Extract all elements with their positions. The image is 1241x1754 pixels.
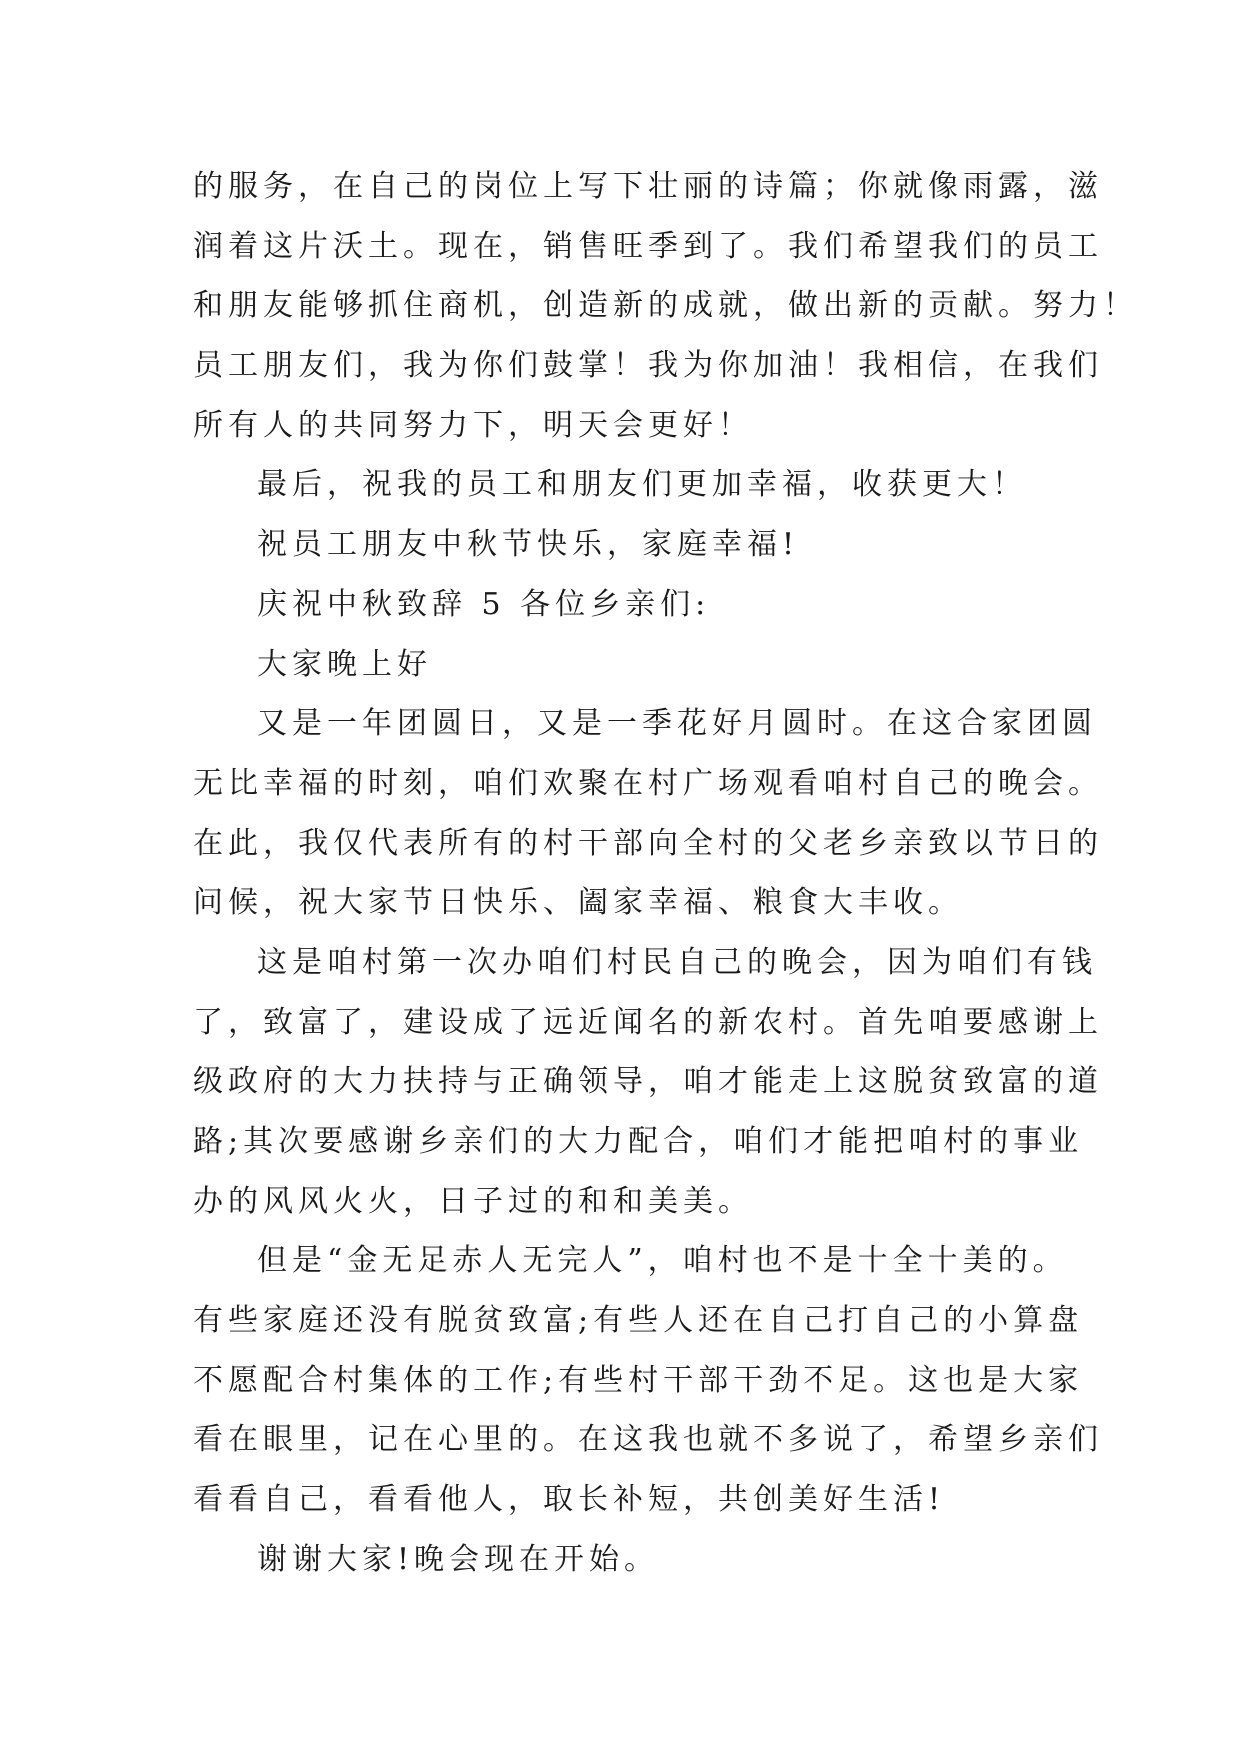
text-line: 看看自己，看看他人，取长补短，共创美好生活! bbox=[193, 1482, 946, 1518]
text-line: 在此，我仅代表所有的村干部向全村的父老乡亲致以节日的 bbox=[193, 825, 1103, 861]
paragraph-first-line: 又是一年团圆日，又是一季花好月圆时。在这合家团圆 bbox=[257, 706, 1097, 742]
text-line: 所有人的共同努力下，明天会更好！ bbox=[193, 407, 753, 443]
text-line: 路;其次要感谢乡亲们的大力配合，咱们才能把咱村的事业 bbox=[193, 1124, 1084, 1159]
text-line: 问候，祝大家节日快乐、阖家幸福、粮食大丰收。 bbox=[193, 885, 963, 921]
text-line: 有些家庭还没有脱贫致富;有些人还在自己打自己的小算盘 bbox=[193, 1303, 1084, 1339]
text-line: 了，致富了，建设成了远近闻名的新农村。首先咱要感谢上 bbox=[193, 1004, 1103, 1040]
text-line: 员工朋友们，我为你们鼓掌！我为你加油！我相信，在我们 bbox=[193, 348, 1103, 384]
paragraph-first-line: 祝员工朋友中秋节快乐，家庭幸福! bbox=[257, 527, 800, 563]
text-line: 看在眼里，记在心里的。在这我也就不多说了，希望乡亲们 bbox=[193, 1422, 1103, 1458]
text-line: 级政府的大力扶持与正确领导，咱才能走上这脱贫致富的道 bbox=[193, 1064, 1103, 1100]
paragraph-first-line: 最后，祝我的员工和朋友们更加幸福，收获更大！ bbox=[257, 467, 1027, 503]
paragraph-first-line: 大家晚上好 bbox=[257, 646, 432, 682]
paragraph-first-line: 这是咱村第一次办咱们村民自己的晚会，因为咱们有钱 bbox=[257, 944, 1097, 980]
text-line: 办的风风火火，日子过的和和美美。 bbox=[193, 1183, 753, 1219]
text-line: 的服务，在自己的岗位上写下壮丽的诗篇；你就像雨露，滋 bbox=[193, 169, 1103, 204]
text-line: 和朋友能够抓住商机，创造新的成就，做出新的贡献。努力！ bbox=[193, 288, 1138, 324]
paragraph-first-line: 但是“金无足赤人无完人”，咱村也不是十全十美的。 bbox=[257, 1243, 1068, 1279]
text-line: 不愿配合村集体的工作;有些村干部干劲不足。这也是大家 bbox=[193, 1362, 1084, 1398]
paragraph-first-line: 谢谢大家!晚会现在开始。 bbox=[257, 1541, 660, 1577]
paragraph-first-line: 庆祝中秋致辞 5 各位乡亲们: bbox=[257, 586, 711, 622]
text-line: 无比幸福的时刻，咱们欢聚在村广场观看咱村自己的晚会。 bbox=[193, 765, 1103, 801]
text-line: 润着这片沃土。现在，销售旺季到了。我们希望我们的员工 bbox=[193, 228, 1103, 264]
document-body bbox=[193, 157, 1138, 1590]
